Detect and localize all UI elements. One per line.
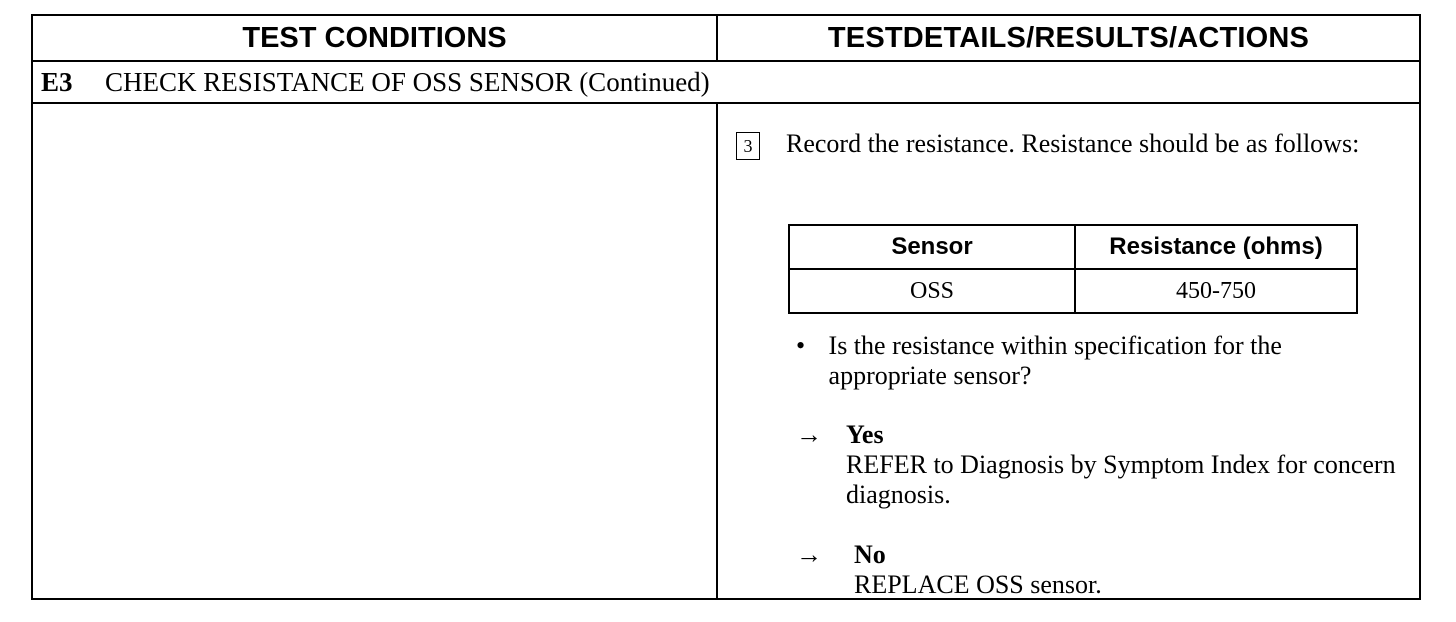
bullet-icon: • bbox=[796, 331, 806, 360]
test-details-header: TESTDETAILS/RESULTS/ACTIONS bbox=[718, 16, 1419, 62]
spec-table-header-row bbox=[789, 225, 1357, 269]
no-label: No bbox=[854, 540, 886, 569]
right-arrow-icon: → bbox=[796, 420, 822, 449]
question-text: Is the resistance within specification for the appropriate sensor? bbox=[828, 331, 1282, 390]
question-item bbox=[796, 331, 1396, 391]
step-id: E3 bbox=[41, 66, 73, 97]
spec-column-header-sensor: Sensor bbox=[789, 225, 1075, 269]
table-row bbox=[789, 269, 1357, 313]
yes-label: Yes bbox=[846, 420, 884, 449]
test-conditions-header: TEST CONDITIONS bbox=[33, 16, 718, 62]
step-title: CHECK RESISTANCE OF OSS SENSOR (Continued) bbox=[105, 66, 710, 97]
test-details-body bbox=[718, 104, 1419, 598]
yes-answer bbox=[796, 420, 1416, 510]
yes-action-text: REFER to Diagnosis by Symptom Index for concern diagnosis. bbox=[846, 450, 1396, 509]
spec-column-header-resistance: Resistance (ohms) bbox=[1075, 225, 1357, 269]
right-arrow-icon: → bbox=[796, 540, 822, 569]
spec-cell-resistance: 450-750 bbox=[1075, 269, 1357, 313]
spec-cell-sensor: OSS bbox=[789, 269, 1075, 313]
step-title-row bbox=[33, 62, 1419, 104]
resistance-spec-table bbox=[788, 224, 1358, 314]
no-answer bbox=[796, 540, 1416, 600]
no-action-text: REPLACE OSS sensor. bbox=[854, 570, 1102, 599]
instruction-text: Record the resistance. Resistance should be as follows: bbox=[786, 129, 1360, 158]
no-answer-content bbox=[854, 540, 1102, 600]
yes-answer-content bbox=[846, 420, 1416, 510]
substep-number-box: 3 bbox=[736, 132, 760, 160]
test-step-table bbox=[31, 14, 1421, 600]
